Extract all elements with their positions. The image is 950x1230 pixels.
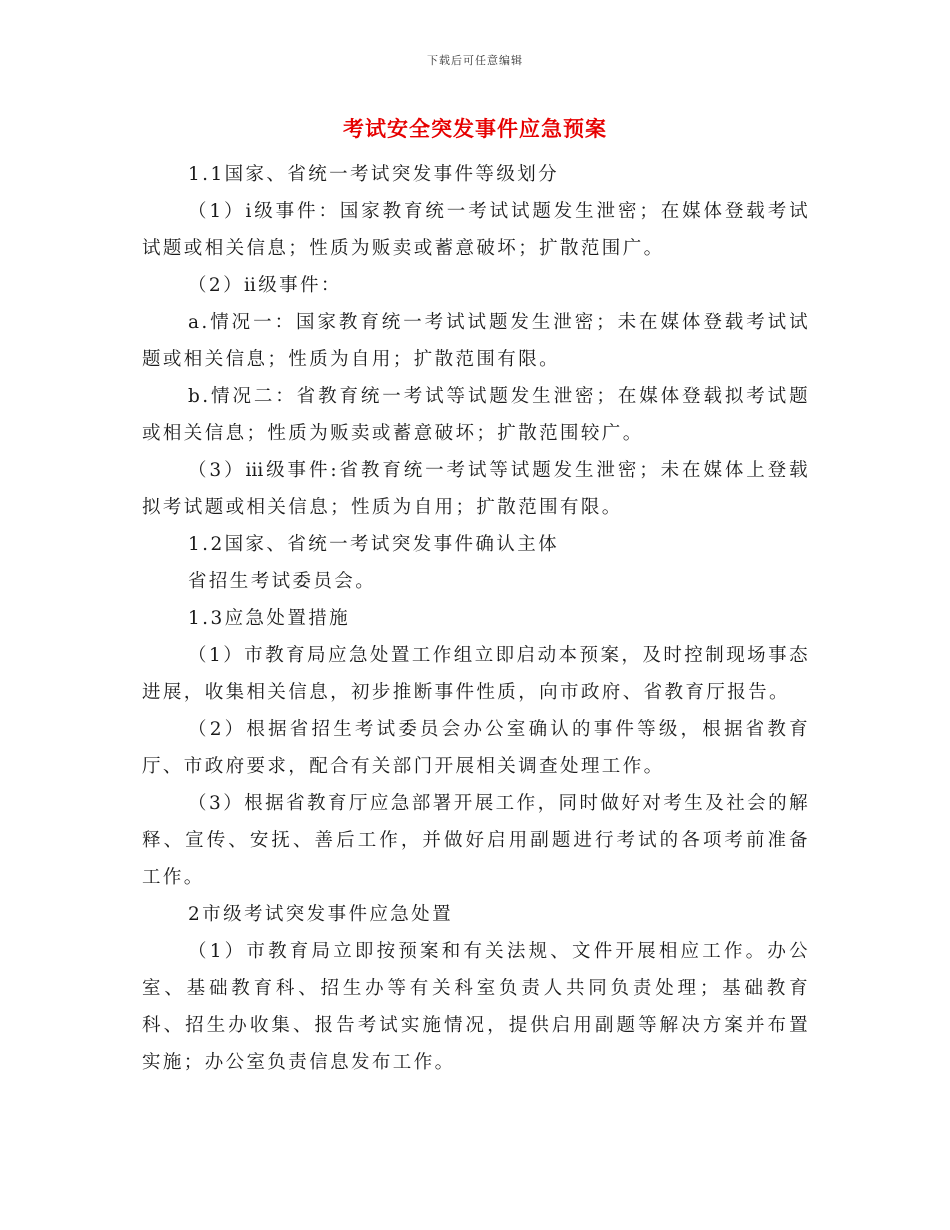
document-body xyxy=(142,156,810,1081)
section-heading-1-3: 1.3应急处置措施 xyxy=(188,608,351,629)
paragraph-measure-1: （1）市教育局应急处置工作组立即启动本预案，及时控制现场事态进展，收集相关信息，初步推断事件性质，向市政府、省教育厅报告。 xyxy=(142,645,810,703)
paragraph-level-2-event: （2）ⅱ级事件： xyxy=(188,275,342,296)
paragraph-city-response-1: （1）市教育局立即按预案和有关法规、文件开展相应工作。办公室、基础教育科、招生办等有关科室负责人共同负责处理；基础教育科、招生办收集、报告考试实施情况，提供启用副题等解决方案并布置实施；办公室负责信息发布工作。 xyxy=(142,941,810,1073)
paragraph-level-3-event: （3）ⅲ级事件:省教育统一考试等试题发生泄密；未在媒体上登载拟考试题或相关信息；性质为自用；扩散范围有限。 xyxy=(142,460,810,518)
paragraph-case-one: a.情况一：国家教育统一考试试题发生泄密；未在媒体登载考试试题或相关信息；性质为自用；扩散范围有限。 xyxy=(142,312,810,370)
paragraph-level-1-event: （1）ⅰ级事件：国家教育统一考试试题发生泄密；在媒体登载考试试题或相关信息；性质为贩卖或蓄意破坏；扩散范围广。 xyxy=(142,201,810,259)
section-heading-2: 2市级考试突发事件应急处置 xyxy=(188,904,453,925)
section-heading-1-1: 1.1国家、省统一考试突发事件等级划分 xyxy=(188,164,560,185)
document-title: 考试安全突发事件应急预案 xyxy=(343,116,607,141)
paragraph-case-two: b.情况二：省教育统一考试等试题发生泄密；在媒体登载拟考试题或相关信息；性质为贩卖或蓄意破坏；扩散范围较广。 xyxy=(142,386,810,444)
paragraph-measure-2: （2）根据省招生考试委员会办公室确认的事件等级，根据省教育厅、市政府要求，配合有关部门开展相关调查处理工作。 xyxy=(142,719,810,777)
paragraph-confirming-body: 省招生考试委员会。 xyxy=(188,571,377,592)
section-heading-1-2: 1.2国家、省统一考试突发事件确认主体 xyxy=(188,534,560,555)
paragraph-measure-3: （3）根据省教育厅应急部署开展工作，同时做好对考生及社会的解释、宣传、安抚、善后工作，并做好启用副题进行考试的各项考前准备工作。 xyxy=(142,793,810,888)
header-note: 下载后可任意编辑 xyxy=(427,54,523,67)
